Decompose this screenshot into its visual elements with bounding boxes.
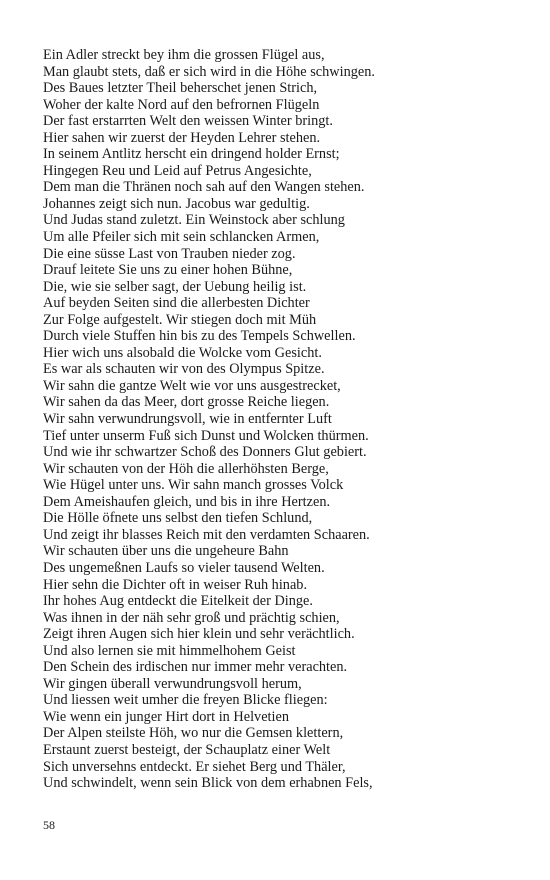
poem-line: Und zeigt ihr blasses Reich mit den verdamten Schaaren. [43,526,370,543]
poem-line: Durch viele Stuffen hin bis zu des Tempels Schwellen. [43,328,356,345]
poem-line: Und also lernen sie mit himmelhohem Geist [43,642,296,659]
poem-line: Und liessen weit umher die freyen Blicke fliegen: [43,692,328,709]
poem-line: Ein Adler streckt bey ihm die grossen Flügel aus, [43,47,325,63]
poem-line: Tief unter unserm Fuß sich Dunst und Wolcken thürmen. [43,427,369,444]
poem-line: Hier wich uns alsobald die Wolcke vom Gesicht. [43,344,322,361]
poem-line: Wir schauten über uns die ungeheure Bahn [43,543,289,560]
poem-line: Erstaunt zuerst besteigt, der Schauplatz einer Welt [43,741,331,758]
poem-line: Johannes zeigt sich nun. Jacobus war gedultig. [43,195,310,212]
poem-line: Und schwindelt, wenn sein Blick von dem erhabnen Fels, [43,775,373,792]
poem-line: Der fast erstarrten Welt den weissen Winter bringt. [43,113,333,130]
poem-line: Des ungemeßnen Laufs so vieler tausend Welten. [43,559,325,576]
poem-line: Ihr hohes Aug entdeckt die Eitelkeit der Dinge. [43,593,313,610]
poem-line: Den Schein des irdischen nur immer mehr verachten. [43,659,348,676]
poem-line: Wir gingen überall verwundrungsvoll herum, [43,675,302,692]
poem-line: Die Hölle öfnete uns selbst den tiefen Schlund, [43,510,313,527]
poem-line: Wir schauten von der Höh die allerhöhsten Berge, [43,460,329,477]
poem-line: Was ihnen in der näh sehr groß und prächtig schien, [43,609,340,626]
poem-line: Dem man die Thränen noch sah auf den Wangen stehen. [43,179,365,196]
poem-line: Wie wenn ein junger Hirt dort in Helvetien [43,708,289,725]
poem-line: Es war als schauten wir von des Olympus Spitze. [43,361,325,378]
poem-line: Und wie ihr schwartzer Schoß des Donners Glut gebiert. [43,444,367,461]
poem-line: Zur Folge aufgestelt. Wir stiegen doch mit Müh [43,311,317,328]
poem-line: Wir sahn die gantze Welt wie vor uns ausgestrecket, [43,377,341,394]
poem-line: Um alle Pfeiler sich mit sein schlancken Armen, [43,229,320,246]
poem-line: Wie Hügel unter uns. Wir sahn manch grosses Volck [43,477,344,494]
poem-line: Drauf leitete Sie uns zu einer hohen Bühne, [43,262,293,279]
poem-line: Der Alpen steilste Höh, wo nur die Gemsen klettern, [43,725,344,742]
poem-line: Die, wie sie selber sagt, der Uebung heilig ist. [43,278,307,295]
poem-line: Wir sahen da das Meer, dort grosse Reiche liegen. [43,394,330,411]
poem-line: Man glaubt stets, daß er sich wird in die Höhe schwingen. [43,63,375,80]
poem-line: Die eine süsse Last von Trauben nieder zog. [43,245,296,262]
poem-line: Wir sahn verwundrungsvoll, wie in entfernter Luft [43,411,332,428]
poem-text [43,47,523,792]
poem-line: Hier sehn die Dichter oft in weiser Ruh hinab. [43,576,308,593]
poem-line: Hingegen Reu und Leid auf Petrus Angesichte, [43,162,312,179]
poem-line: Auf beyden Seiten sind die allerbesten Dichter [43,295,310,312]
page-number: 58 [43,818,55,832]
poem-line: Und Judas stand zuletzt. Ein Weinstock aber schlung [43,212,345,229]
poem-line: Woher der kalte Nord auf den befrornen Flügeln [43,96,320,113]
poem-line: Dem Ameishaufen gleich, und bis in ihre Hertzen. [43,493,331,510]
poem-line: Des Baues letzter Theil beherschet jenen Strich, [43,80,318,97]
poem-line: Sich unversehns entdeckt. Er siehet Berg und Thäler, [43,758,346,775]
poem-line: Hier sahen wir zuerst der Heyden Lehrer stehen. [43,129,321,146]
poem-line: In seinem Antlitz herscht ein dringend holder Ernst; [43,146,340,163]
poem-line: Zeigt ihren Augen sich hier klein und sehr verächtlich. [43,626,355,643]
